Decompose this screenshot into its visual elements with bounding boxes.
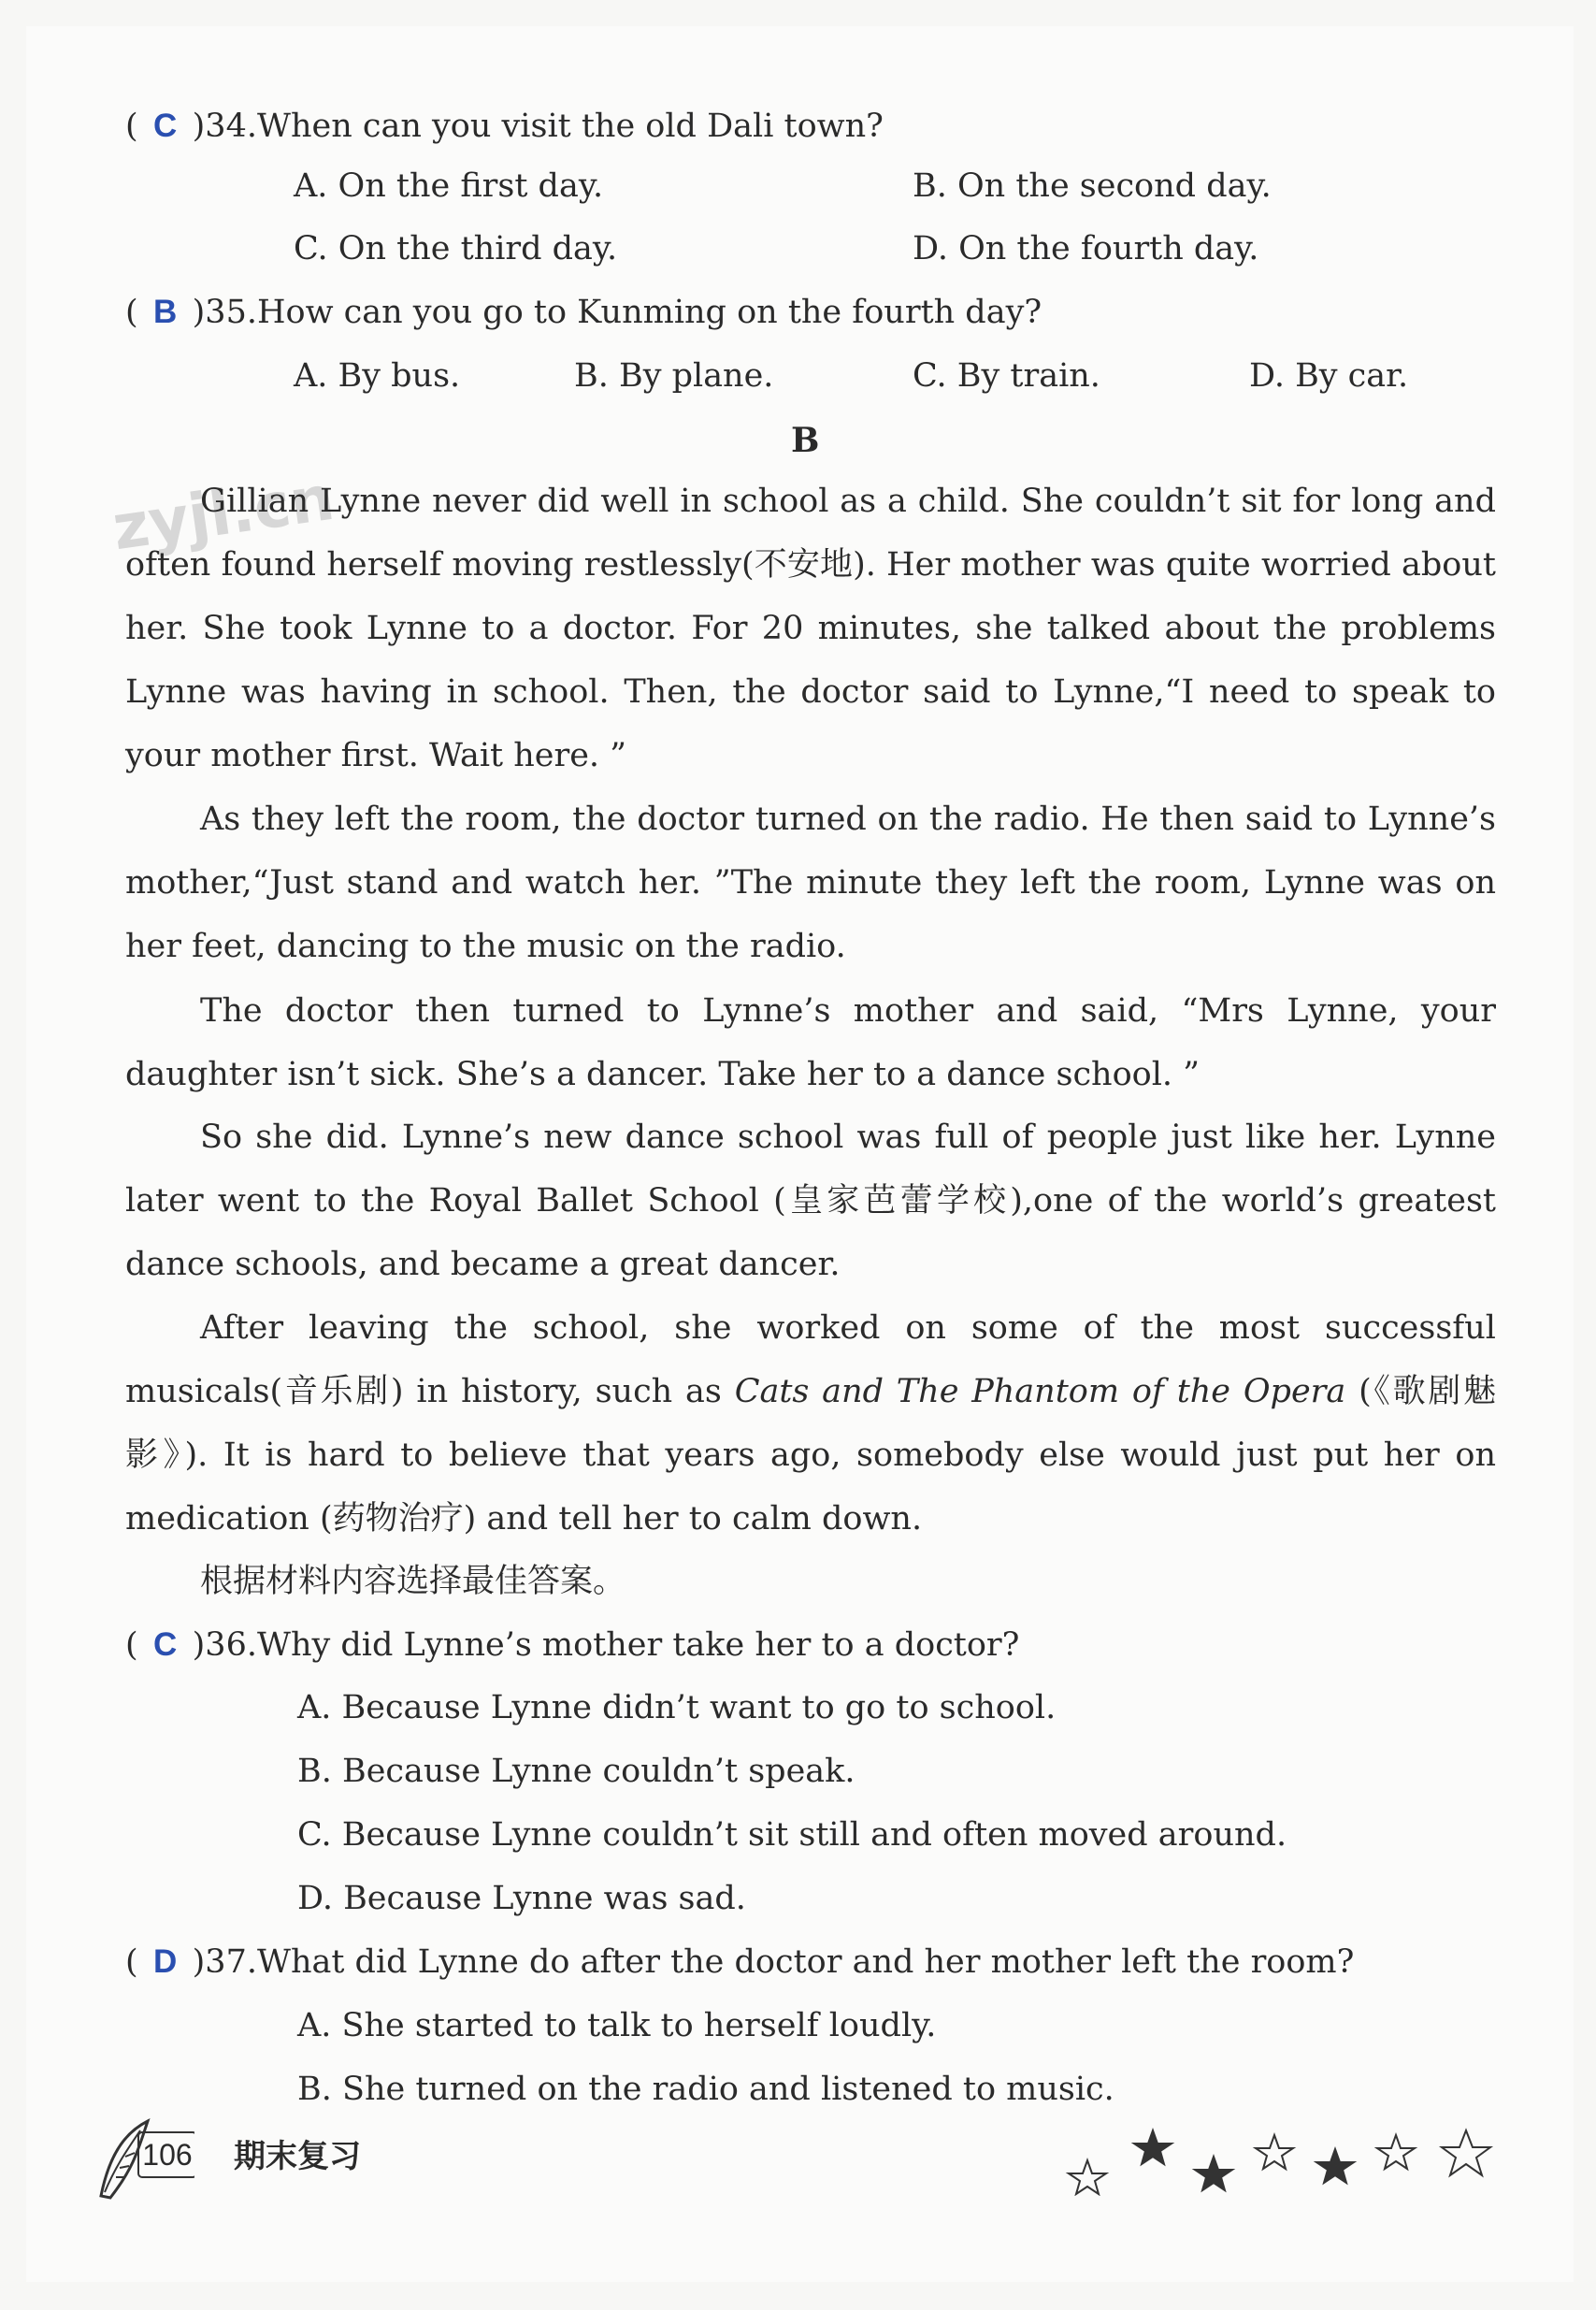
option: C. Because Lynne couldn’t sit still and often moved around. — [297, 1816, 1287, 1854]
passage-paragraph: Gillian Lynne never did well in school as a child. She couldn’t sit for long and often found herself moving restlessly(不安地). Her mother was quite worried about her. She took Lynne to a doctor. For 20 minutes, she talked about the problems Lynne was having in school. Then, the doctor said to Lynne,“I need to speak to your mother first. Wait here. ” — [125, 483, 1496, 774]
passage-paragraph: So she did. Lynne’s new dance school was full of people just like her. Lynne later went to the Royal Ballet School (皇家芭蕾学校),one of the world’s greatest dance schools, and became a great dancer. — [125, 1119, 1496, 1283]
passage-paragraph: The doctor then turned to Lynne’s mother and said, “Mrs Lynne, your daughter isn’t sick. She’s a dancer. Take her to a dance school. ” — [125, 992, 1496, 1093]
star-decoration-icon — [1064, 2121, 1503, 2196]
answer-34: C — [153, 108, 178, 144]
option: C. By train. — [913, 357, 1100, 395]
musical-titles: Cats and The Phantom of the Opera — [734, 1373, 1346, 1410]
page-number: 106 — [142, 2138, 193, 2172]
answer-37: D — [153, 1943, 178, 1980]
option: A. Because Lynne didn’t want to go to school. — [297, 1689, 1057, 1726]
section-heading: B — [791, 421, 820, 460]
question-36: ( C )36.Why did Lynne’s mother take her to a doctor? — [125, 1624, 1019, 1667]
question-35-text: How can you go to Kunming on the fourth day? — [256, 294, 1042, 331]
question-35: ( B )35.How can you go to Kunming on the fourth day? — [125, 291, 1042, 334]
option: D. Because Lynne was sad. — [297, 1880, 746, 1917]
passage-paragraph: As they left the room, the doctor turned on the radio. He then said to Lynne’s mother,“Just stand and watch her. ”The minute they left the room, Lynne was on her feet, dancing to the music on the radio. — [125, 801, 1496, 965]
option: C. On the third day. — [294, 230, 618, 267]
option: D. On the fourth day. — [913, 230, 1259, 267]
question-37-text: What did Lynne do after the doctor and her mother left the room? — [256, 1943, 1355, 1981]
option: B. Because Lynne couldn’t speak. — [297, 1753, 856, 1790]
question-36-text: Why did Lynne’s mother take her to a doctor? — [256, 1626, 1020, 1664]
watermark: zyjl.cn — [108, 461, 339, 565]
option: A. By bus. — [294, 357, 461, 395]
question-37: ( D )37.What did Lynne do after the doctor and her mother left the room? — [125, 1941, 1354, 1984]
answer-36: C — [153, 1626, 178, 1663]
answer-35: B — [153, 294, 178, 330]
option: B. She turned on the radio and listened to music. — [297, 2071, 1114, 2108]
option: A. She started to talk to herself loudly. — [297, 2007, 937, 2044]
instruction: 根据材料内容选择最佳答案。 — [200, 1563, 626, 1600]
option: A. On the first day. — [294, 167, 604, 205]
question-34: ( C )34.When can you visit the old Dali town? — [125, 105, 884, 148]
footer-title: 期末复习 — [234, 2138, 361, 2175]
option: D. By car. — [1249, 357, 1409, 395]
passage-paragraph: After leaving the school, she worked on some of the most successful musicals(音乐剧) in history, such as Cats and The Phantom of the Opera (《歌剧魅影》). It is hard to believe that years ago, somebody else would just put her on medication (药物治疗) and tell her to calm down. — [125, 1309, 1496, 1538]
option: B. By plane. — [574, 357, 774, 395]
option: B. On the second day. — [913, 167, 1272, 205]
question-34-text: When can you visit the old Dali town? — [256, 108, 884, 145]
